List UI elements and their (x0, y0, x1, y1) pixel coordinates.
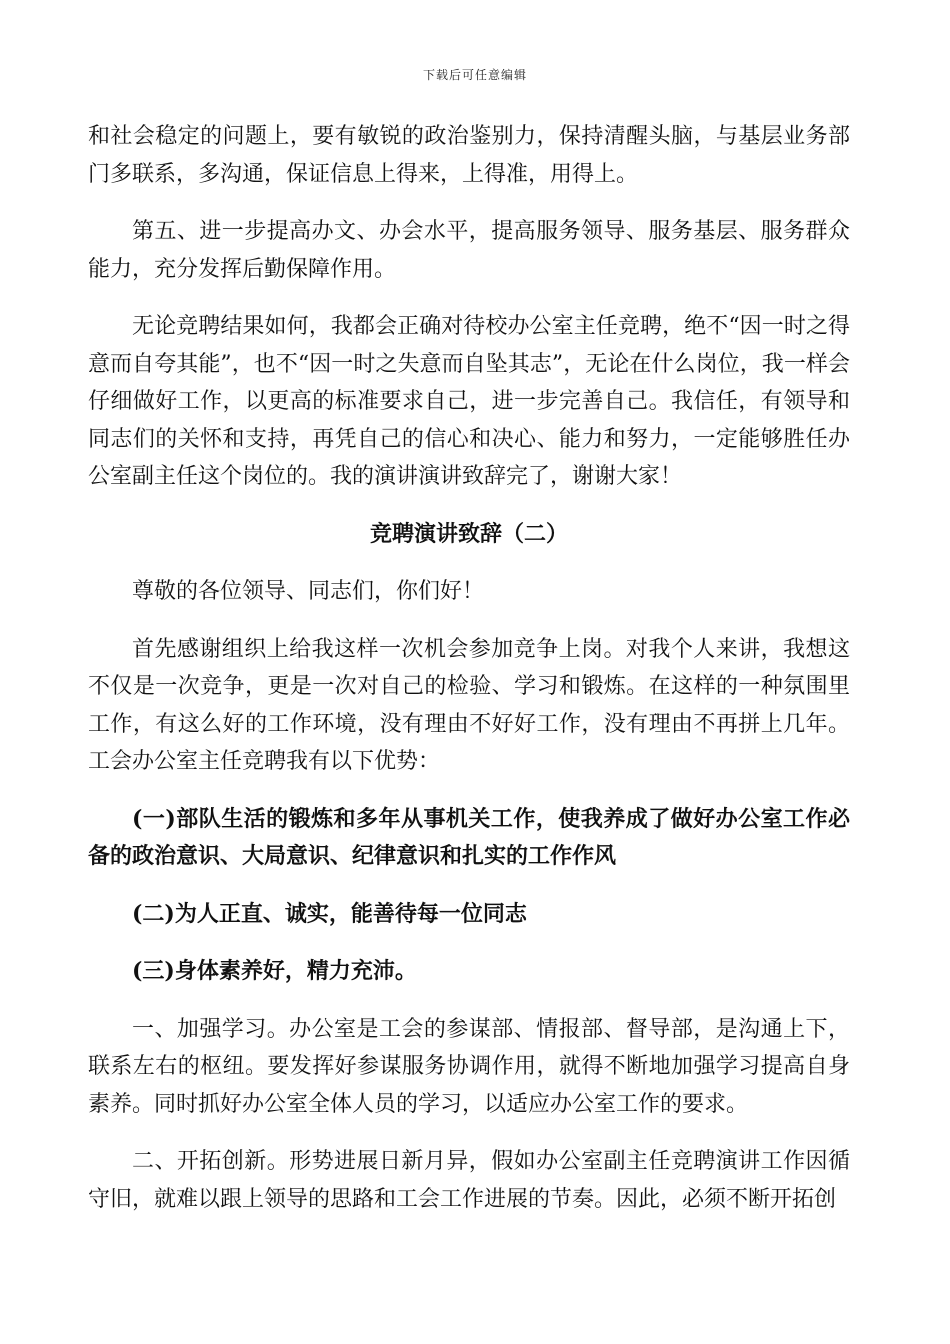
paragraph-greeting: 尊敬的各位领导、同志们，你们好！ (132, 579, 485, 604)
paragraph-point-five: 第五、进一步提高办文、办会水平，提高服务领导、服务基层、服务群众能力，充分发挥后勤保障作用。 (88, 219, 850, 282)
paragraph-conclusion: 无论竞聘结果如何，我都会正确对待校办公室主任竞聘，绝不“因一时之得意而自夸其能”，也不“因一时之失意而自坠其志”，无论在什么岗位，我一样会仔细做好工作，以更高的标准要求自己，进一步完善自己。我信任，有领导和同志们的关怀和支持，再凭自己的信心和决心、能力和努力，一定能够胜任办公室副主任这个岗位的。我的演讲演讲致辞完了，谢谢大家！ (88, 314, 850, 489)
paragraph-innovation: 二、开拓创新。形势进展日新月异，假如办公室副主任竞聘演讲工作因循守旧，就难以跟上领导的思路和工会工作进展的节奏。因此，必须不断开拓创 (88, 1149, 850, 1212)
advantage-item-3: (三)身体素养好，精力充沛。 (132, 958, 417, 984)
document-body (88, 118, 850, 1218)
paragraph-introduction: 首先感谢组织上给我这样一次机会参加竞争上岗。对我个人来讲，我想这不仅是一次竞争，更是一次对自己的检验、学习和锻炼。在这样的一种氛围里工作，有这么好的工作环境，没有理由不好好工作，没有理由不再拼上几年。工会办公室主任竞聘我有以下优势： (88, 636, 850, 774)
advantage-item-1: (一)部队生活的锻炼和多年从事机关工作，使我养成了做好办公室工作必备的政治意识、大局意识、纪律意识和扎实的工作作风 (88, 805, 850, 869)
advantage-item-2: (二)为人正直、诚实，能善待每一位同志 (132, 900, 527, 927)
section-title: 竞聘演讲致辞（二） (369, 520, 568, 547)
paragraph-continuation: 和社会稳定的问题上，要有敏锐的政治鉴别力，保持清醒头脑，与基层业务部门多联系，多沟通，保证信息上得来，上得准，用得上。 (88, 124, 850, 187)
paragraph-study: 一、加强学习。办公室是工会的参谋部、情报部、督导部，是沟通上下，联系左右的枢纽。要发挥好参谋服务协调作用，就得不断地加强学习提高自身素养。同时抓好办公室全体人员的学习，以适应办公室工作的要求。 (88, 1016, 850, 1117)
page-header-note: 下载后可任意编辑 (422, 68, 527, 82)
